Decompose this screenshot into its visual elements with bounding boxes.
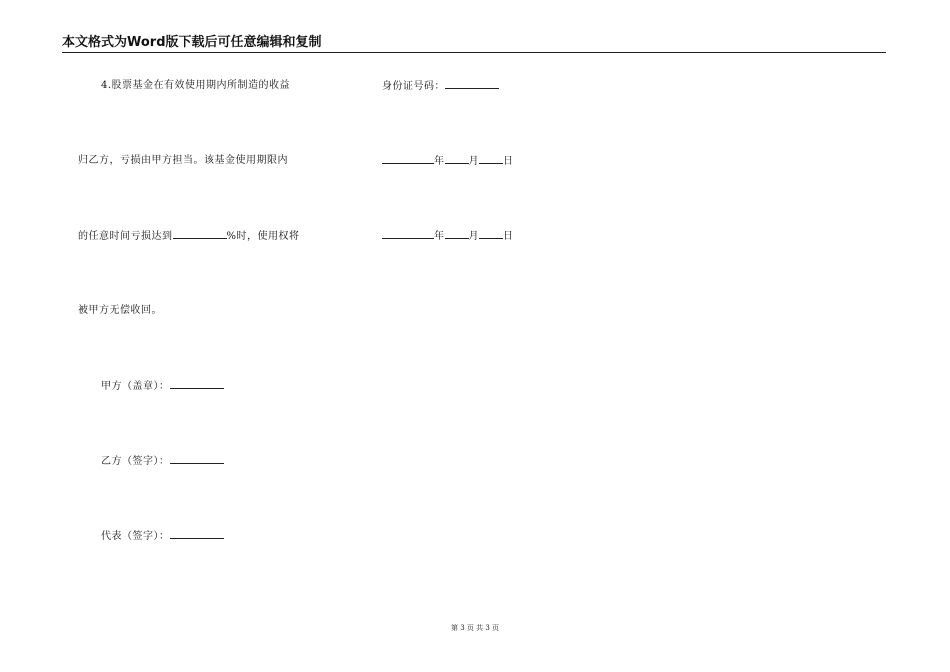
representative-label: 代表（签字）： xyxy=(101,531,170,542)
party-a-signature-line xyxy=(101,379,224,394)
date-2-year-label: 年 xyxy=(434,231,445,242)
page-footer: 第 3 页 共 3 页 xyxy=(450,624,500,632)
date-1-year-label: 年 xyxy=(434,156,445,167)
party-b-signature-line xyxy=(101,454,224,469)
date-line-1 xyxy=(382,154,514,169)
date-2-month-label: 月 xyxy=(468,231,479,242)
page-header xyxy=(62,34,886,53)
id-number-label: 身份证号码： xyxy=(382,81,445,92)
representative-signature-line xyxy=(101,529,224,544)
party-a-blank[interactable] xyxy=(170,379,224,389)
date-1-day-blank[interactable] xyxy=(479,154,503,164)
date-1-month-label: 月 xyxy=(468,156,479,167)
clause-4-line-3-suffix: %时，使用权将 xyxy=(226,231,300,242)
date-2-day-label: 日 xyxy=(503,231,514,242)
clause-4-line-4: 被甲方无偿收回。 xyxy=(78,305,162,316)
date-line-2 xyxy=(382,229,514,244)
representative-blank[interactable] xyxy=(170,529,224,539)
clause-4-line-3-prefix: 的任意时间亏损达到 xyxy=(78,231,173,242)
date-1-year-blank[interactable] xyxy=(382,154,434,164)
clause-4-line-1: 4.股票基金在有效使用期内所制造的收益 xyxy=(101,80,291,91)
party-b-blank[interactable] xyxy=(170,454,224,464)
date-2-day-blank[interactable] xyxy=(479,229,503,239)
header-title: 本文格式为Word版下载后可任意编辑和复制 xyxy=(62,35,322,50)
party-a-label: 甲方（盖章）： xyxy=(101,381,170,392)
party-b-label: 乙方（签字）： xyxy=(101,456,170,467)
loss-percent-blank[interactable] xyxy=(173,229,227,239)
clause-4-line-2: 归乙方，亏损由甲方担当。该基金使用期限内 xyxy=(78,155,288,166)
date-1-day-label: 日 xyxy=(503,156,514,167)
date-2-month-blank[interactable] xyxy=(445,229,469,239)
clause-4-line-3 xyxy=(78,229,300,244)
date-2-year-blank[interactable] xyxy=(382,229,434,239)
date-1-month-blank[interactable] xyxy=(445,154,469,164)
id-number-blank[interactable] xyxy=(445,79,499,89)
id-number-line xyxy=(382,79,499,94)
